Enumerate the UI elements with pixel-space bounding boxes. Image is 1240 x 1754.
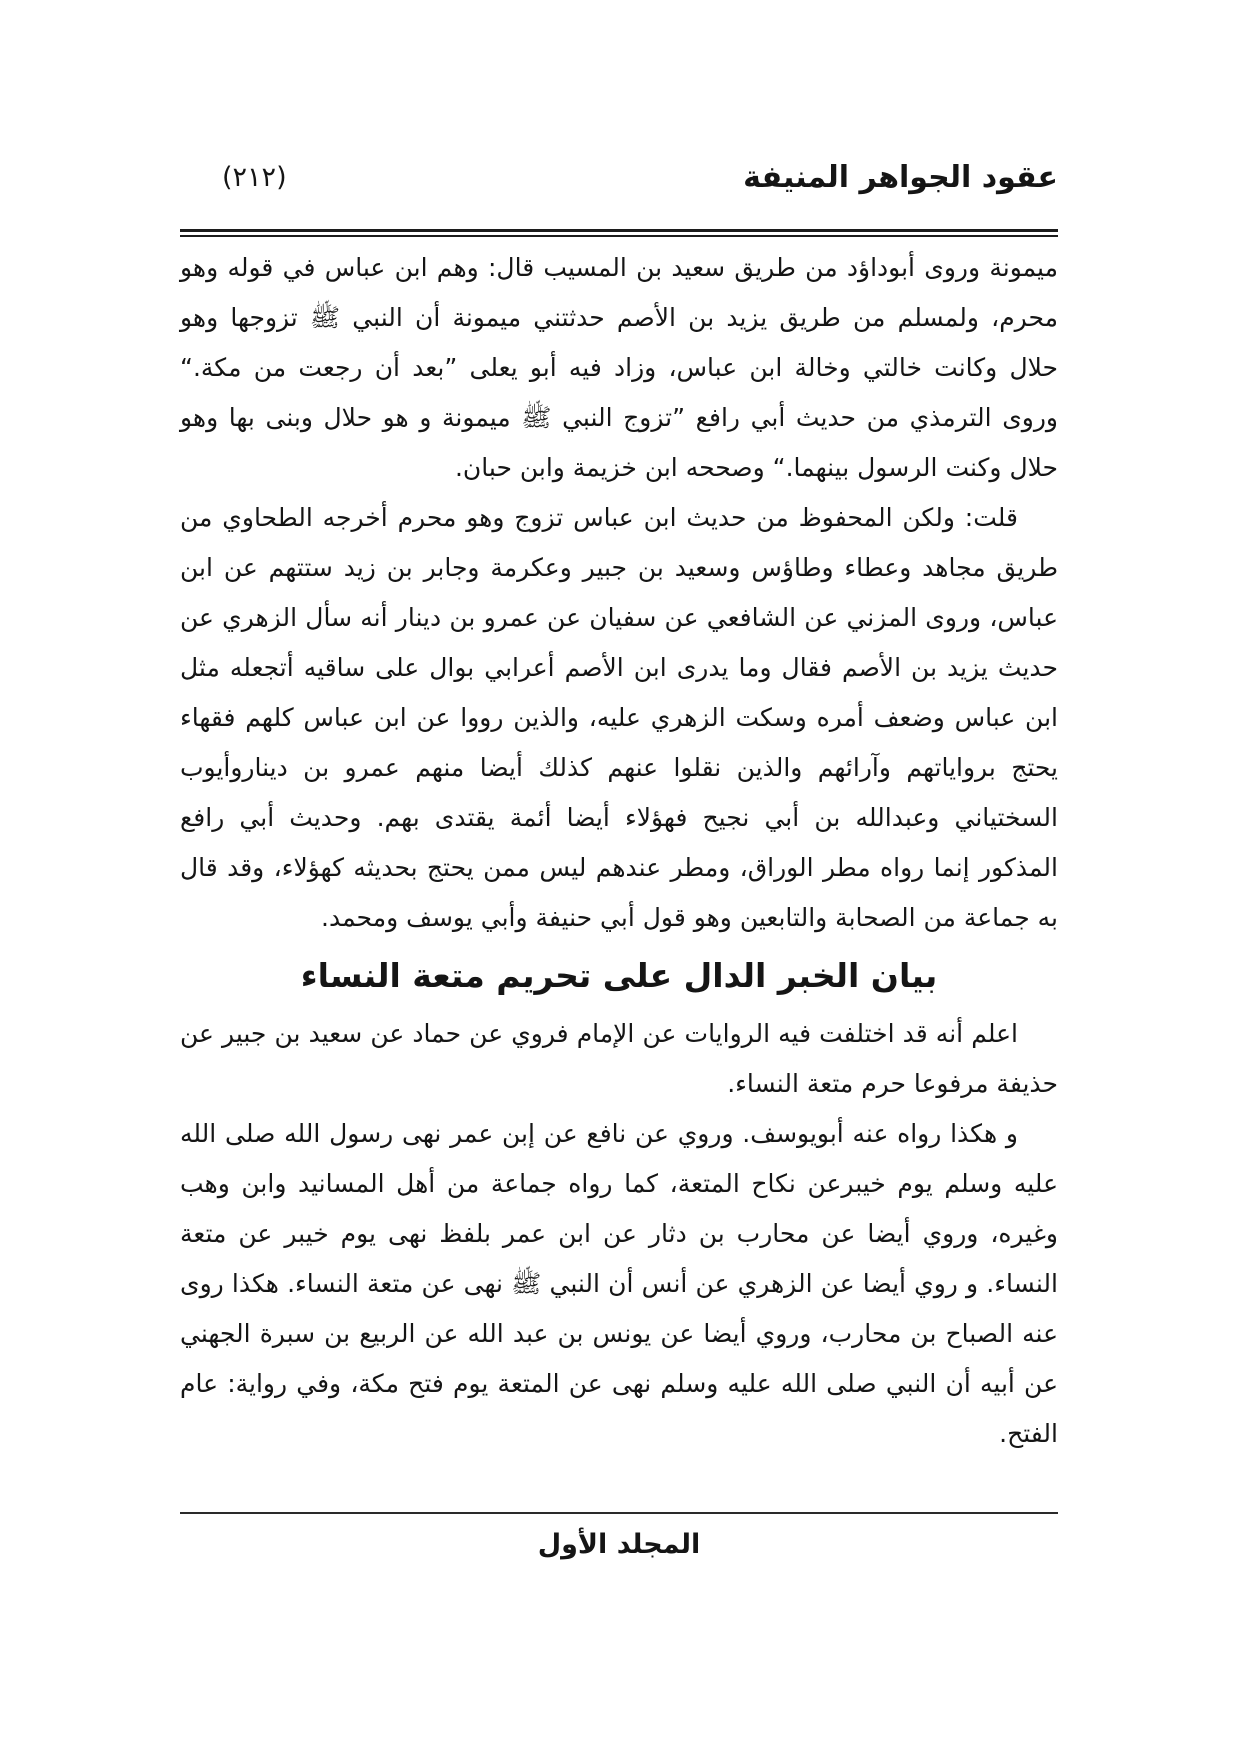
page-header [180,152,1058,204]
header-divider-rule [180,229,1058,237]
paragraph: قلت: ولكن المحفوظ من حديث ابن عباس تزوج وهو محرم أخرجه الطحاوي من طريق مجاهد وعطاء وطاؤس وسعيد بن جبير وعكرمة وجابر بن زيد ستتهم عن ابن عباس، وروى المزني عن الشافعي عن سفيان عن عمرو بن دينار أنه سأل الزهري عن حديث يزيد بن الأصم فقال وما يدرى ابن الأصم أعرابي بوال على ساقيه أتجعله مثل ابن عباس وضعف أمره وسكت الزهري عليه، والذين رووا عن ابن عباس كلهم فقهاء يحتج برواياتهم وآرائهم والذين نقلوا عنهم كذلك أيضا منهم عمرو بن ديناروأيوب السختياني وعبدالله بن أبي نجيح فهؤلاء أيضا أئمة يقتدى بهم. وحديث أبي رافع المذكور إنما رواه مطر الوراق، ومطر عندهم ليس ممن يحتج بحديثه كهؤلاء، وقد قال به جماعة من الصحابة والتابعين وهو قول أبي حنيفة وأبي يوسف ومحمد. [180,503,1058,932]
volume-label: المجلد الأول [537,1529,701,1560]
book-title: عقود الجواهر المنيفة [743,160,1058,195]
paragraph: و هكذا رواه عنه أبويوسف. وروي عن نافع عن إبن عمر نهى رسول الله صلى الله عليه وسلم يوم خيبرعن نكاح المتعة، كما رواه جماعة من أهل المسانيد وابن وهب وغيره، وروي أيضا عن محارب بن دثار عن ابن عمر بلفظ نهى يوم خيبر عن متعة النساء. و روي أيضا عن الزهري عن أنس أن النبي ﷺ نهى عن متعة النساء. هكذا روى عنه الصباح بن محارب، وروي أيضا عن يونس بن عبد الله عن الربيع بن سبرة الجهني عن أبيه أن النبي صلى الله عليه وسلم نهى عن المتعة يوم فتح مكة، وفي رواية: عام الفتح. [180,1119,1058,1448]
footer-divider-rule [180,1512,1058,1514]
paragraph: اعلم أنه قد اختلفت فيه الروايات عن الإمام فروي عن حماد عن سعيد بن جبير عن حذيفة مرفوعا حرم متعة النساء. [180,1019,1058,1098]
text-blocks [180,243,1058,1459]
paragraph: ميمونة وروى أبوداؤد من طريق سعيد بن المسيب قال: وهم ابن عباس في قوله وهو محرم، ولمسلم من طريق يزيد بن الأصم حدثتني ميمونة أن النبي ﷺ تزوجها وهو حلال وكانت خالتي وخالة ابن عباس، وزاد فيه أبو يعلى ”بعد أن رجعت من مكة.“ وروى الترمذي من حديث أبي رافع ”تزوج النبي ﷺ ميمونة و هو حلال وبنى بها وهو حلال وكنت الرسول بينهما.“ وصححه ابن خزيمة وابن حبان. [180,253,1058,482]
section-heading: بيان الخبر الدال على تحريم متعة النساء [300,956,938,995]
page-number: (٢١٢) [222,162,287,193]
